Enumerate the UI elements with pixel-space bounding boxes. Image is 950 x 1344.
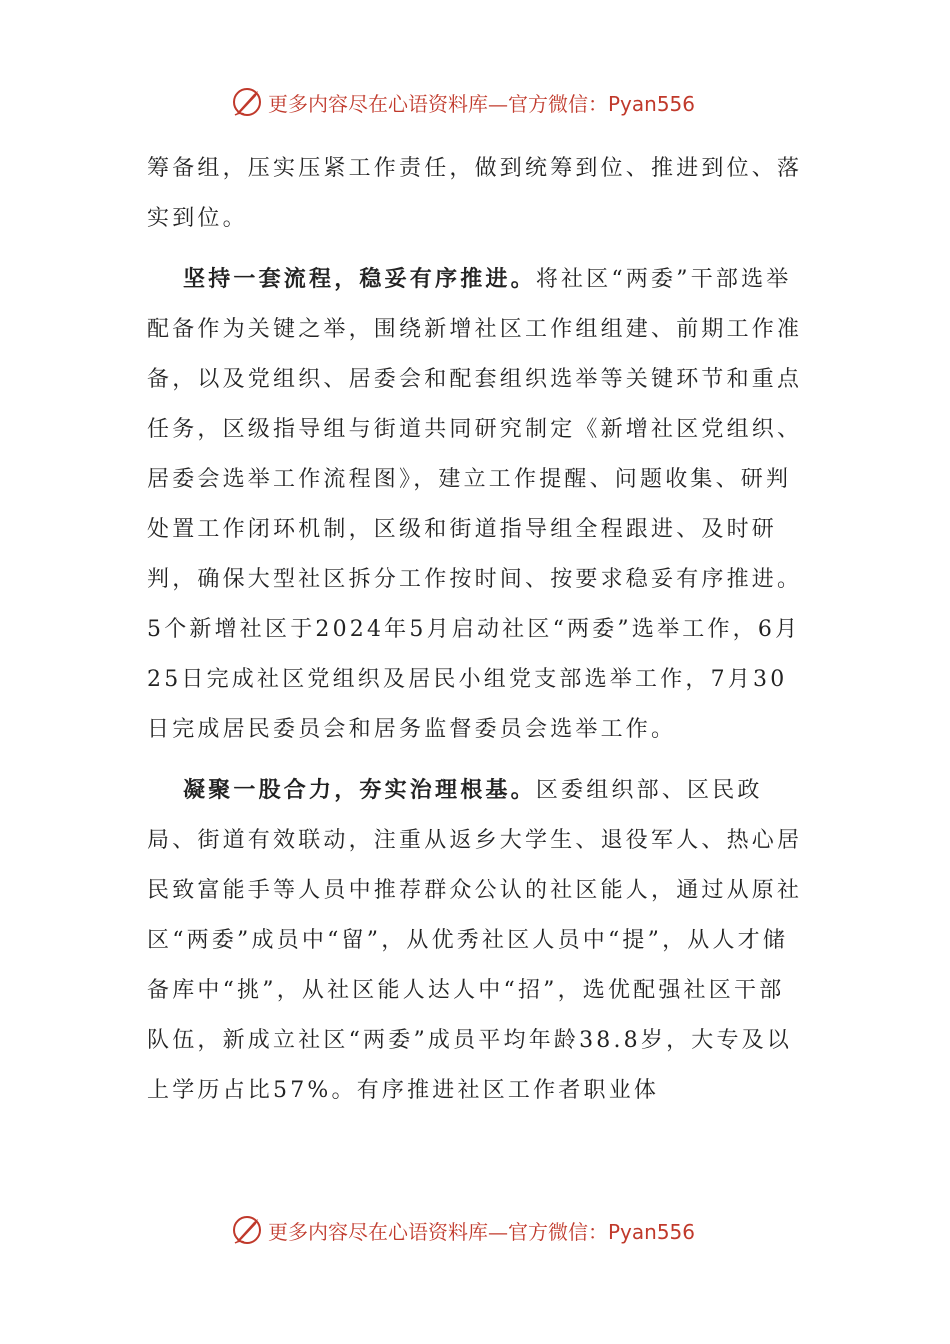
header-banner [230,82,695,122]
paragraph-lead: 坚持一套流程，稳妥有序推进。 [183,266,536,292]
paragraph-text: 区委组织部、区民政局、街道有效联动，注重从返乡大学生、退役军人、热心居民致富能手等人员中推荐群众公认的社区能人，通过从原社区“两委”成员中“留”，从优秀社区人员中“提”，从人才储备库中“挑”，从社区能人达人中“招”，选优配强社区干部队伍，新成立社区“两委”成员平均年龄38.8岁，大专及以上学历占比57%。有序推进社区工作者职业体 [147,778,803,1103]
footer-banner [230,1210,695,1250]
quill-pen-icon [230,1213,264,1247]
paragraph [147,144,807,244]
banner-text: 更多内容尽在心语资料库—官方微信：Pyan556 [268,1219,696,1244]
paragraph [147,254,807,755]
paragraph-text: 将社区“两委”干部选举配备作为关键之举，围绕新增社区工作组组建、前期工作准备，以及党组织、居委会和配套组织选举等关键环节和重点任务，区级指导组与街道共同研究制定《新增社区党组织、居委会选举工作流程图》，建立工作提醒、问题收集、研判处置工作闭环机制，区级和街道指导组全程跟进、及时研判，确保大型社区拆分工作按时间、按要求稳妥有序推进。5个新增社区于2024年5月启动社区“两委”选举工作，6月25日完成社区党组织及居民小组党支部选举工作，7月30日完成居民委员会和居务监督委员会选举工作。 [147,267,803,742]
paragraph-text: 筹备组，压实压紧工作责任，做到统筹到位、推进到位、落实到位。 [147,156,803,231]
wechat-id: Pyan556 [608,91,696,116]
paragraph-lead: 凝聚一股合力，夯实治理根基。 [183,777,536,803]
document-body [147,144,807,1116]
banner-text: 更多内容尽在心语资料库—官方微信：Pyan556 [268,91,696,116]
quill-pen-icon [230,85,264,119]
wechat-id: Pyan556 [608,1219,696,1244]
paragraph [147,765,807,1116]
